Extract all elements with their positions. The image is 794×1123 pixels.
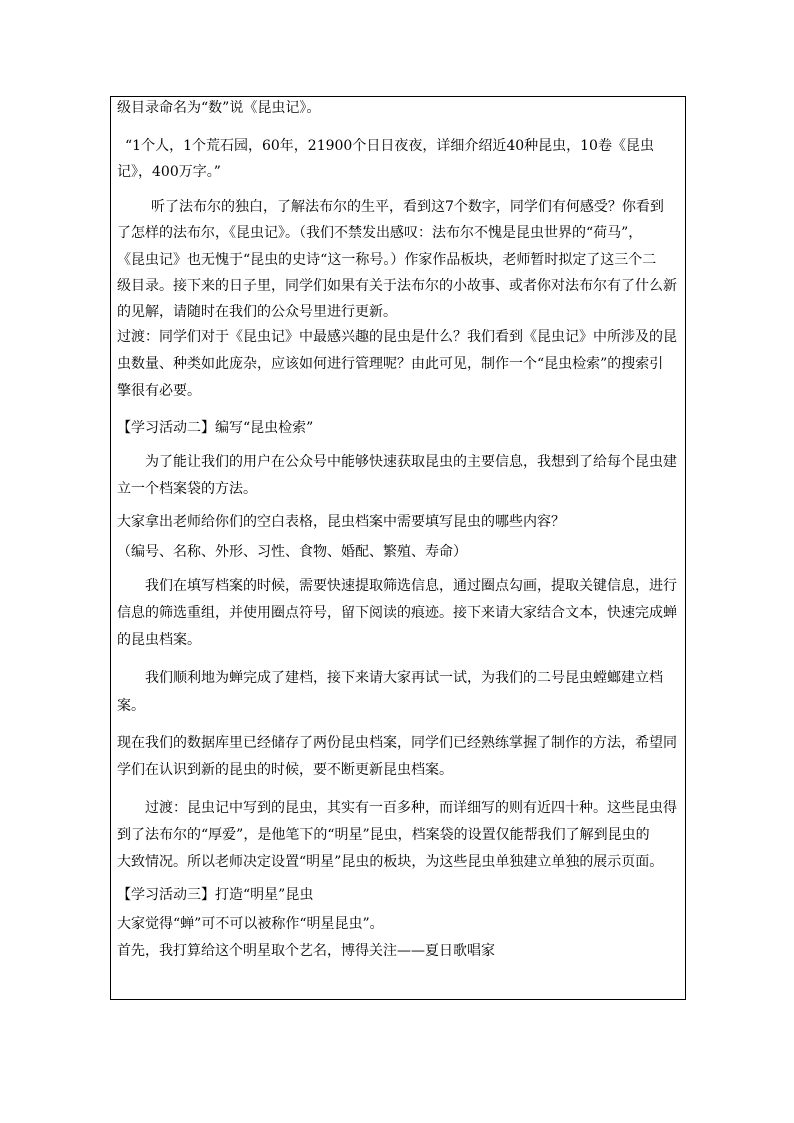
paragraph-line: 我们在填写档案的时候，需要快速提取筛选信息，通过圈点勾画，提取关键信息，进行 (145, 578, 677, 594)
paragraph-line: 我们顺利地为蝉完成了建档，接下来请大家再试一试，为我们的二号昆虫螳螂建立档 (145, 670, 663, 686)
paragraph-line: 现在我们的数据库里已经储存了两份昆虫档案，同学们已经熟练掌握了制作的方法，希望同 (117, 735, 677, 751)
transition-line: 大致情况。所以老师决定设置“明星”昆虫的板块，为这些昆虫单独建立单独的展示页面。 (117, 854, 664, 870)
paragraph-line: 为了能让我们的用户在公众号中能够快速获取昆虫的主要信息，我想到了给每个昆虫建 (145, 454, 677, 470)
paragraph-line: 案。 (117, 698, 145, 714)
activity-heading: 【学习活动二】编写“昆虫检索” (117, 420, 314, 436)
paragraph-line: 大家拿出老师给你们的空白表格，昆虫档案中需要填写昆虫的哪些内容？ (117, 514, 565, 530)
paragraph-line: （编号、名称、外形、习性、食物、婚配、繁殖、寿命） (117, 544, 467, 560)
quote-line: “1个人，1个荒石园，60年，21900个日日夜夜，详细介绍近40种昆虫，10卷《昆虫 (125, 138, 654, 154)
quote-line: 记》，400万字。” (117, 164, 221, 180)
paragraph-line: 的昆虫档案。 (117, 632, 201, 648)
transition-line: 擎很有必要。 (117, 383, 201, 399)
transition-line: 到了法布尔的“厚爱”，是他笔下的“明星”昆虫，档案袋的设置仅能帮我们了解到昆虫的 (117, 827, 650, 843)
paragraph-line: 首先，我打算给这个明星取个艺名，博得关注——夏日歌唱家 (117, 943, 495, 959)
paragraph-line: 立一个档案袋的方法。 (117, 481, 257, 497)
transition-line: 过渡：昆虫记中写到的昆虫，其实有一百多种，而详细写的则有近四十种。这些昆虫得 (145, 800, 677, 816)
paragraph-line: 了怎样的法布尔，《昆虫记》。（我们不禁发出感叹：法布尔不愧是昆虫世界的“荷马”， (117, 225, 643, 241)
transition-line: 过渡：同学们对于《昆虫记》中最感兴趣的昆虫是什么？我们看到《昆虫记》中所涉及的昆 (117, 329, 677, 345)
paragraph-line: 听了法布尔的独白，了解法布尔的生平，看到这7个数字，同学们有何感受？你看到 (151, 199, 664, 215)
activity-heading: 【学习活动三】打造“明星”昆虫 (117, 887, 314, 903)
paragraph-line: 级目录。接下来的日子里，同学们如果有关于法布尔的小故事、或者你对法布尔有了什么新 (117, 278, 677, 294)
paragraph-line: 大家觉得“蝉”可不可以被称作“明星昆虫”。 (117, 916, 384, 932)
paragraph-line: 的见解，请随时在我们的公众号里进行更新。 (117, 304, 397, 320)
paragraph-line: 《昆虫记》也无愧于“昆虫的史诗“这一称号。）作家作品板块，老师暂时拟定了这三个二 (117, 252, 657, 268)
paragraph-line: 信息的筛选重组，并使用圈点符号，留下阅读的痕迹。接下来请大家结合文本，快速完成蝉 (117, 605, 677, 621)
transition-line: 虫数量、种类如此庞杂，应该如何进行管理呢？由此可见，制作一个“昆虫检索”的搜索引 (117, 356, 664, 372)
paragraph-line: 学们在认识到新的昆虫的时候，要不断更新昆虫档案。 (117, 762, 453, 778)
text-line: 级目录命名为“数”说《昆虫记》。 (117, 100, 321, 116)
